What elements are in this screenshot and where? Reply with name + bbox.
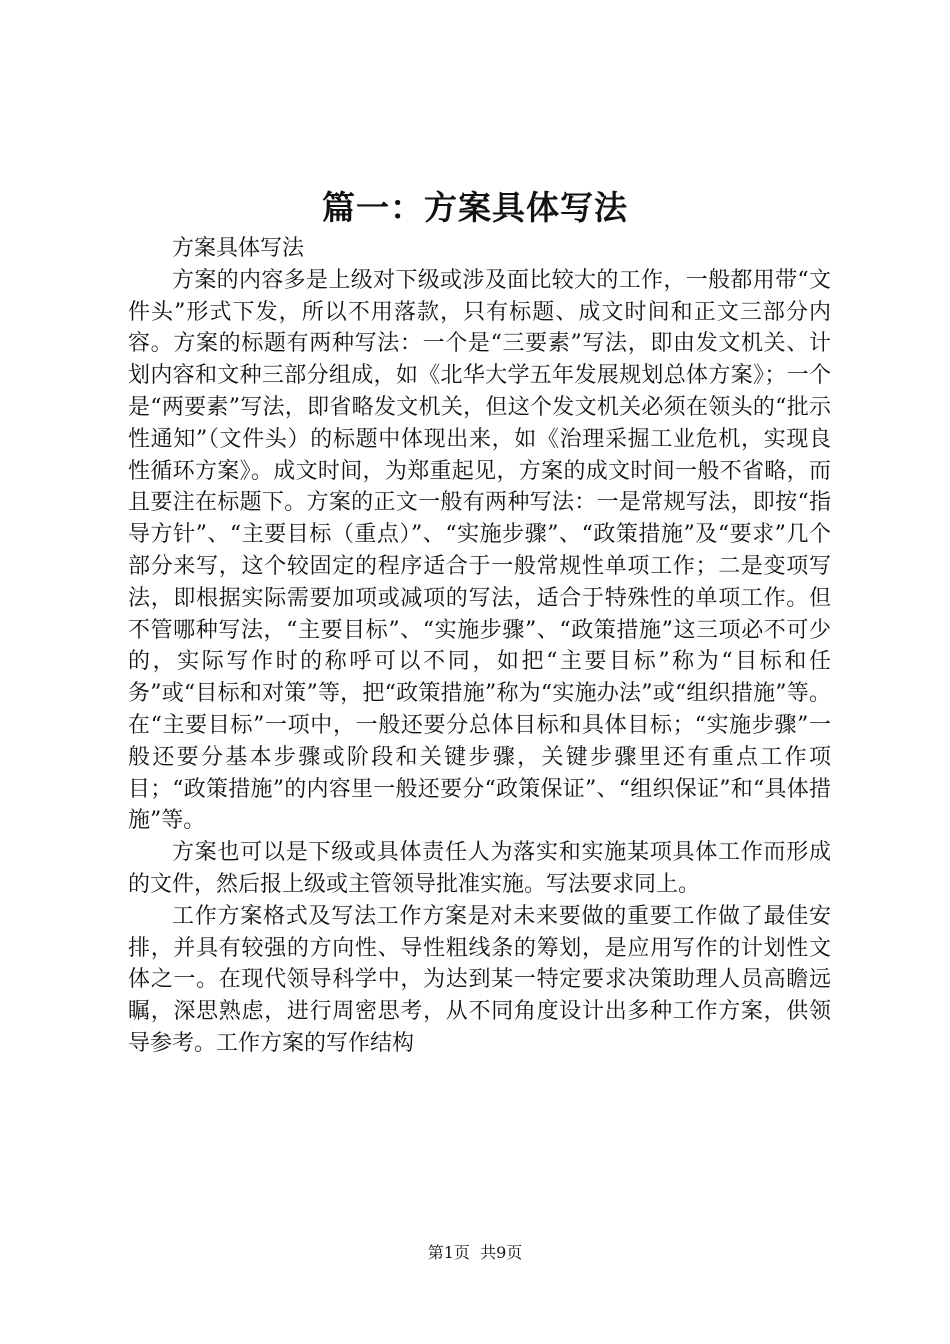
paragraph: 工作方案格式及写法工作方案是对未来要做的重要工作做了最佳安排，并具有较强的方向性、导性粗线条的筹划，是应用写作的计划性文体之一。在现代领导科学中，为达到某一特定要求决策助理人员高瞻远瞩，深思熟虑，进行周密思考，从不同角度设计出多种工作方案，供领导参考。工作方案的写作结构 bbox=[128, 903, 831, 1056]
paragraph: 方案也可以是下级或具体责任人为落实和实施某项具体工作而形成的文件，然后报上级或主管领导批准实施。写法要求同上。 bbox=[128, 840, 831, 897]
document-title: 篇一：方案具体写法 bbox=[322, 188, 628, 227]
document-body bbox=[128, 233, 831, 1060]
page-number-footer: 第1页 共9页 bbox=[427, 1243, 523, 1262]
paragraph-subtitle: 方案具体写法 bbox=[172, 236, 305, 261]
paragraph: 方案的内容多是上级对下级或涉及面比较大的工作，一般都用带“文件头”形式下发，所以不用落款，只有标题、成文时间和正文三部分内容。方案的标题有两种写法：一个是“三要素”写法，即由发文机关、计划内容和文种三部分组成，如《北华大学五年发展规划总体方案》；一个是“两要素”写法，即省略发文机关，但这个发文机关必须在领头的“批示性通知”（文件头）的标题中体现出来，如《治理采掘工业危机，实现良性循环方案》。成文时间，为郑重起见，方案的成文时间一般不省略，而且要注在标题下。方案的正文一般有两种写法：一是常规写法，即按“指导方针”、“主要目标（重点）”、“实施步骤”、“政策措施”及“要求”几个部分来写，这个较固定的程序适合于一般常规性单项工作；二是变项写法，即根据实际需要加项或减项的写法，适合于特殊性的单项工作。但不管哪种写法，“主要目标”、“实施步骤”、“政策措施”这三项必不可少的，实际写作时的称呼可以不同，如把“主要目标”称为“目标和任务”或“目标和对策”等，把“政策措施”称为“实施办法”或“组织措施”等。在“主要目标”一项中，一般还要分总体目标和具体目标；“实施步骤”一般还要分基本步骤或阶段和关键步骤，关键步骤里还有重点工作项目；“政策措施”的内容里一般还要分“政策保证”、“组织保证”和“具体措施”等。 bbox=[128, 267, 831, 834]
